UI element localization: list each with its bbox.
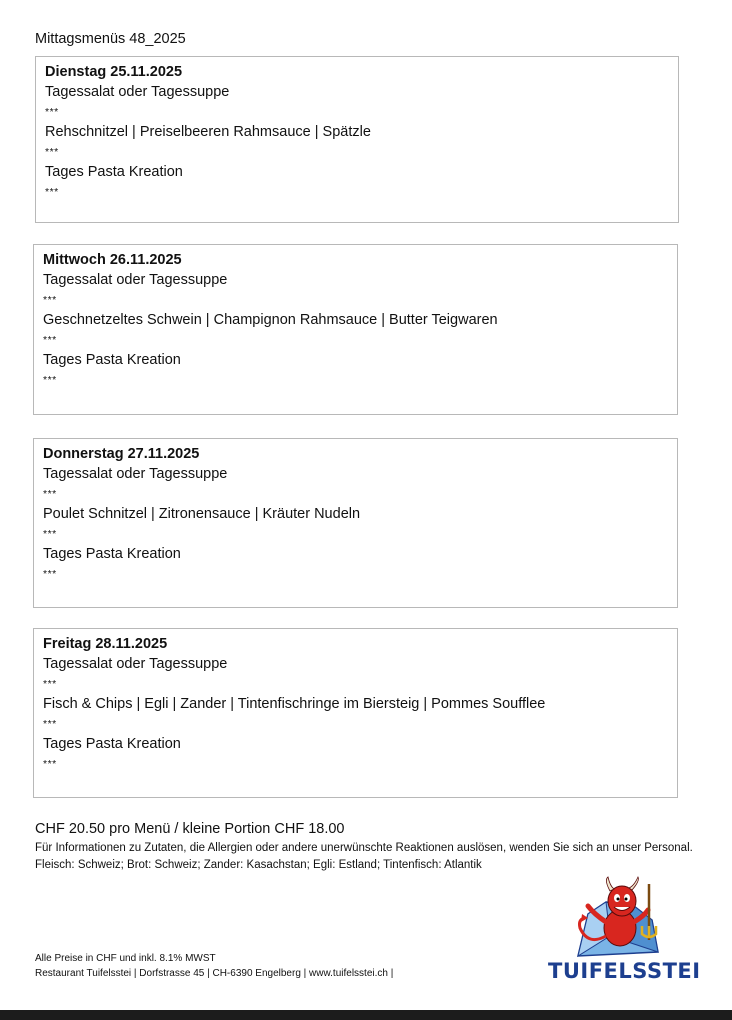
footer-address: Restaurant Tuifelsstei | Dorfstrasse 45 | CH-6390 Engelberg | www.tuifelsstei.ch | — [35, 968, 394, 979]
main-dish: Fisch & Chips | Egli | Zander | Tintenfischringe im Biersteig | Pommes Soufflee — [43, 696, 546, 712]
main-dish: Geschnetzeltes Schwein | Champignon Rahmsauce | Butter Teigwaren — [43, 312, 498, 328]
starter-item: Tagessalat oder Tagessuppe — [45, 84, 230, 100]
bottom-bar — [0, 1010, 732, 1020]
separator: *** — [43, 334, 57, 346]
day-menu-wednesday — [33, 244, 678, 415]
logo-wordmark: TUIFELSSTEI — [548, 959, 701, 983]
pasta-item: Tages Pasta Kreation — [43, 546, 181, 562]
separator: *** — [43, 488, 57, 500]
day-heading: Donnerstag 27.11.2025 — [43, 446, 200, 462]
pasta-item: Tages Pasta Kreation — [45, 164, 183, 180]
day-heading: Dienstag 25.11.2025 — [45, 64, 183, 80]
separator: *** — [43, 294, 57, 306]
day-menu-thursday — [33, 438, 678, 608]
starter-item: Tagessalat oder Tagessuppe — [43, 656, 228, 672]
separator: *** — [43, 718, 57, 730]
separator: *** — [45, 186, 59, 198]
separator: *** — [45, 106, 59, 118]
menu-price: CHF 20.50 pro Menü / kleine Portion CHF 18.00 — [35, 821, 345, 837]
starter-item: Tagessalat oder Tagessuppe — [43, 272, 228, 288]
starter-item: Tagessalat oder Tagessuppe — [43, 466, 228, 482]
footer-vat-note: Alle Preise in CHF und inkl. 8.1% MWST — [35, 953, 216, 964]
separator: *** — [43, 678, 57, 690]
devil-on-rock-logo-icon — [548, 876, 688, 964]
footer — [35, 951, 393, 981]
separator: *** — [43, 528, 57, 540]
separator: *** — [43, 374, 57, 386]
main-dish: Rehschnitzel | Preiselbeeren Rahmsauce | Spätzle — [45, 124, 371, 140]
main-dish: Poulet Schnitzel | Zitronensauce | Kräuter Nudeln — [43, 506, 361, 522]
day-heading: Mittwoch 26.11.2025 — [43, 252, 182, 268]
page-title: Mittagsmenüs 48_2025 — [35, 31, 186, 47]
pasta-item: Tages Pasta Kreation — [43, 736, 181, 752]
separator: *** — [45, 146, 59, 158]
day-menu-friday — [33, 628, 678, 798]
pasta-item: Tages Pasta Kreation — [43, 352, 181, 368]
day-menu-tuesday — [35, 56, 679, 223]
allergen-info: Für Informationen zu Zutaten, die Allergien oder andere unerwünschte Reaktionen auslösen, wenden Sie sich an unser Personal. Fleisch: Schweiz; Brot: Schweiz; Zander: Kasachstan; Egli: Estland; Tintenfisch: Atlantik — [35, 842, 693, 871]
day-heading: Freitag 28.11.2025 — [43, 636, 168, 652]
separator: *** — [43, 758, 57, 770]
separator: *** — [43, 568, 57, 580]
restaurant-logo — [548, 876, 701, 988]
